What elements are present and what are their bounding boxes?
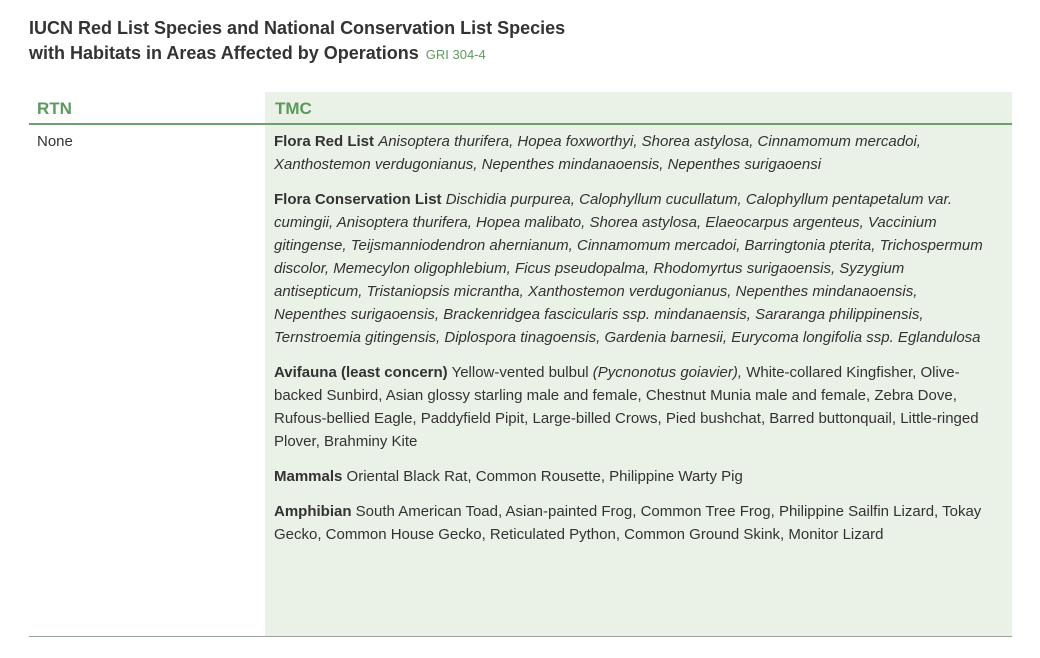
species-list: Dischidia purpurea, Calophyllum cucullatum, Calophyllum pentapetalum var. cumingii, Anisoptera thurifera, Hopea malibato, Shorea astylosa, Elaeocarpus argenteus, Vaccinium gitingense, Teijsmanniodendron ahernianum, Cinnamomum mercadoi, Barringtonia pterita, Trichospermum discolor, Memecylon oligophlebium, Ficus pseudopalma, Rhodomyrtus surigaoensis, Syzygium antisepticum, Tristaniopsis micrantha, Xanthostemon verdugonianus, Nepenthes mindanaoensis, Nepenthes surigaoensis, Brackenridgea fascicularis ssp. mindanaensis, Sararanga philippinensis, Ternstroemia gitingensis, Diplospora tinagoensis, Gardenia barnesii, Eurycoma longifolia ssp. Eglandulosa [274, 191, 983, 346]
entry-label: Mammals [274, 468, 343, 485]
entry-avifauna [274, 361, 994, 453]
column-header-rtn: RTN [37, 99, 72, 118]
table-bottom-divider [29, 636, 1012, 637]
rtn-cell: None [37, 133, 73, 150]
column-header-tmc: TMC [275, 99, 312, 118]
entry-label: Flora Conservation List [274, 191, 442, 208]
entry-label: Avifauna (least concern) [274, 364, 448, 381]
species-list: South American Toad, Asian-painted Frog, Common Tree Frog, Philippine Sailfin Lizard, Tokay Gecko, Common House Gecko, Reticulated Python, Common Ground Skink, Monitor Lizard [274, 503, 982, 543]
species-list: Oriental Black Rat, Common Rousette, Philippine Warty Pig [346, 468, 743, 485]
entry-flora-conservation-list [274, 188, 994, 349]
species-list-start: Yellow-vented bulbul [451, 364, 589, 381]
title-line-2-text: with Habitats in Areas Affected by Operations [29, 43, 419, 63]
entry-label: Amphibian [274, 503, 352, 520]
species-table [29, 92, 1012, 637]
page-title [29, 16, 1009, 67]
gri-reference: GRI 304-4 [425, 47, 486, 62]
header-divider [29, 123, 1012, 125]
title-line-2 [29, 41, 1009, 67]
tmc-cell [274, 130, 994, 558]
species-list: Anisoptera thurifera, Hopea foxworthyi, Shorea astylosa, Cinnamomum mercadoi, Xanthostemon verdugonianus, Nepenthes mindanaoensis, Nepenthes surigaoensi [274, 133, 921, 173]
scientific-name: (Pycnonotus goiavier), [592, 364, 743, 381]
entry-mammals [274, 465, 994, 488]
title-line-1: IUCN Red List Species and National Conservation List Species [29, 18, 566, 38]
entry-flora-red-list [274, 130, 994, 176]
entry-label: Flora Red List [274, 133, 375, 150]
entry-amphibian [274, 500, 994, 546]
species-list-rest: White-collared Kingfisher, Olive-backed Sunbird, Asian glossy starling male and female, Chestnut Munia male and female, Zebra Dove, Rufous-bellied Eagle, Paddyfield Pipit, Large-billed Crows, Pied bushchat, Barred buttonquail, Little-ringed Plover, Brahminy Kite [274, 364, 979, 450]
